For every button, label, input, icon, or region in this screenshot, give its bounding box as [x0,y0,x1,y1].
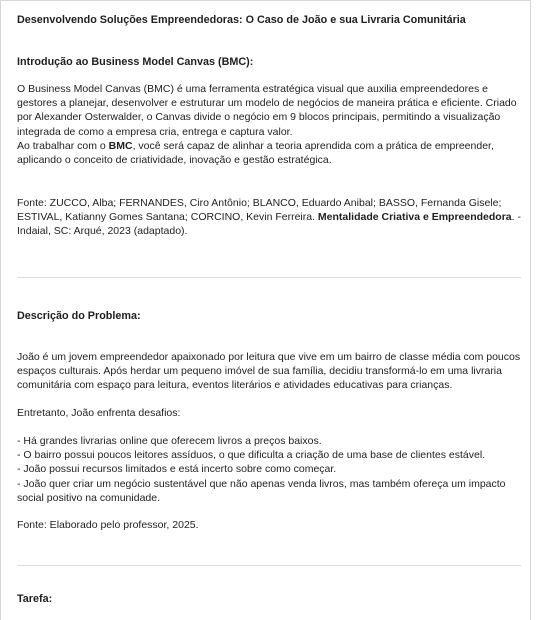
section-divider [17,565,521,566]
bmc-bold: BMC [108,140,133,152]
problem-paragraph-1: João é um jovem empreendedor apaixonado por leitura que vive em um bairro de classe média com poucos espaços culturais. Após herdar um pequeno imóvel de sua família, decidiu transformá-lo em uma livraria comunitária com espaço para leitura, eventos literários e atividades educativas para crianças. [17,351,521,392]
intro-paragraph-1: O Business Model Canvas (BMC) é uma ferramenta estratégica visual que auxilia empreendedores e gestores a planejar, desenvolver e estruturar um modelo de negócios de maneira prática e eficiente. Criado por Alexander Osterwalder, o Canvas divide o negócio em 9 blocos principais, permitindo a visualização integrada de como a empresa cria, entrega e captura valor. [17,83,517,138]
list-item: - O bairro possui poucos leitores assíduos, o que dificulta a criação de uma base de clientes estável. [17,449,486,462]
problem-bullet-list [17,434,527,505]
intro-paragraph-2-end: , você será capaz de alinhar a teoria aprendida com a prática de empreender, aplicando o conceito de criatividade, inovação e gestão estratégica. [17,140,494,167]
intro-paragraph-2 [17,139,527,167]
problem-paragraph-2: Entretanto, João enfrenta desafios: [17,407,181,419]
intro-source-title: Mentalidade Criativa e Empreendedora [317,211,512,224]
intro-heading: Introdução ao Business Model Canvas (BMC): [17,56,254,68]
document-title: Desenvolvendo Soluções Empreendedoras: O Caso de João e sua Livraria Comunitária [17,14,466,26]
list-item: - Há grandes livrarias online que oferecem livros a preços baixos. [17,435,322,447]
intro-source-end: . - Indaial, SC: Arqué, 2023 (adaptado). [17,211,521,238]
intro-paragraph-2-start: Ao trabalhar com o [17,140,109,152]
task-heading: Tarefa: [17,593,53,605]
section-divider [17,277,521,278]
intro-source [17,196,527,239]
problem-source: Fonte: Elaborado pelo professor, 2025. [17,519,199,531]
intro-source-start: Fonte: ZUCCO, Alba; FERNANDES, Ciro Antônio; BLANCO, Eduardo Anibal; BASSO, Fernanda Gisele; ESTIVAL, Katianny Gomes Santana; CORCINO, Kevin Ferreira. [17,197,502,224]
list-item: - João quer criar um negócio sustentável que não apenas venda livros, mas também ofereça um impacto social positivo na comunidade. [17,477,506,504]
list-item: - João possui recursos limitados e está incerto sobre como começar. [17,463,337,476]
problem-heading: Descrição do Problema: [17,310,141,322]
